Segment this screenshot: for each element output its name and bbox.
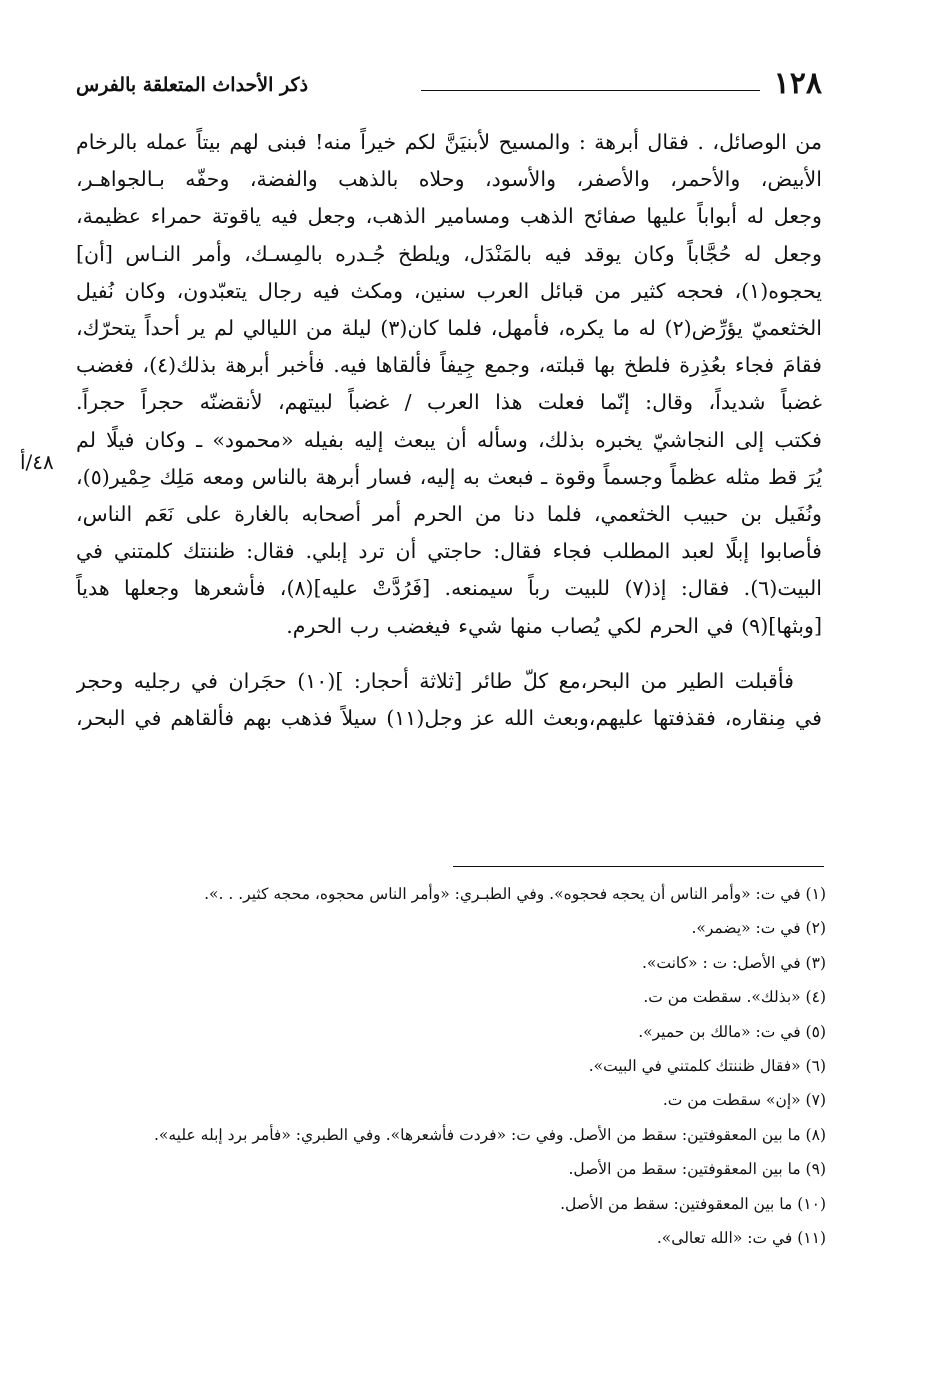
text-line: البيت(٦). فقال: إذ(٧) للبيت رباً سيمنعه. [فَرُدَّتْ عليه](٨)، فأشعرها وجعلها هدياً bbox=[76, 576, 822, 601]
page-number: ١٢٨ bbox=[773, 66, 822, 101]
header-rule bbox=[421, 90, 760, 91]
footnote: (٦) «فقال ظننتك كلمتني في البيت». bbox=[588, 1057, 826, 1076]
text-line: فأصابوا إبلًا لعبد المطلب فجاء فقال: حاجتي أن ترد إبلي. فقال: ظننتك كلمتني في bbox=[76, 539, 822, 564]
text-line: وجعل له حُجَّاباً وكان يوقد فيه بالمَنْدَل، ويلطخ جُـدره بالمِسـك، وأمر النـاس [أن] bbox=[76, 241, 822, 266]
footnote: (٨) ما بين المعقوفتين: سقط من الأصل. وفي ت: «فردت فأشعرها». وفي الطبري: «فأمر برد إبله عليه». bbox=[153, 1125, 826, 1144]
text-line: في مِنقاره، فقذفتها عليهم،وبعث الله عز وجل(١١) سيلاً فذهب بهم فألقاهم في البحر، bbox=[76, 706, 822, 731]
text-line: الخثعميّ يؤرِّض(٢) له ما يكره، فأمهل، فلما كان(٣) ليلة من الليالي لم ير أحداً يتحرّك، bbox=[76, 316, 822, 341]
main-text bbox=[76, 124, 822, 737]
footnote: (١٠) ما بين المعقوفتين: سقط من الأصل. bbox=[560, 1194, 826, 1213]
footnote: (٩) ما بين المعقوفتين: سقط من الأصل. bbox=[568, 1160, 826, 1179]
text-line: غضباً شديداً، وقال: إنّما فعلت هذا العرب / غضباً لبيتهم، لأنقضنّه حجراً حجراً. bbox=[76, 390, 822, 415]
footnotes bbox=[76, 877, 826, 1255]
paragraph-gap bbox=[76, 645, 822, 663]
footnote: (٥) في ت: «مالك بن حمير». bbox=[638, 1022, 826, 1041]
footnote: (١١) في ت: «الله تعالى». bbox=[656, 1229, 826, 1248]
text-line: فقامَ فجاء بعُذِرة فلطخ بها قبلته، وجمع جِيفاً فألقاها فيه. فأخبر أبرهة بذلك(٤)، فغضب bbox=[76, 353, 822, 378]
text-line: [وبثها](٩) في الحرم لكي يُصاب منها شيء فيغضب رب الحرم. bbox=[286, 613, 822, 638]
text-line: وجعل له أبواباً عليها صفائح الذهب ومسامير الذهب، وجعل فيه ياقوتة حمراء عظيمة، bbox=[76, 204, 822, 229]
running-title: ذكر الأحداث المتعلقة بالفرس bbox=[76, 74, 309, 96]
text-line: فكتب إلى النجاشيّ يخبره بذلك، وسأله أن يبعث إليه بفيله «محمود» ـ وكان فيلًا لم bbox=[76, 427, 822, 452]
text-line: ونُفَيل بن حبيب الخثعمي، فلما دنا من الحرم أمر أصحابه بالغارة على نَعَم الناس، bbox=[76, 502, 822, 527]
manuscript-folio-note: ٤٨/أ bbox=[20, 450, 54, 474]
text-line: من الوصائل، . فقال أبرهة : والمسيح لأبنيَنَّ لكم خيراً منه! فبنى لهم بيتاً عمله بالرخام bbox=[76, 130, 822, 154]
footnote: (٣) في الأصل: ت : «كانت». bbox=[641, 953, 826, 972]
footnote: (٢) في ت: «يضمر». bbox=[691, 919, 826, 938]
text-line: الأبيض، والأحمر، والأصفر، والأسود، وحلاه بالذهب والفضة، وحفّه بـالجواهـر، bbox=[76, 167, 822, 192]
footnote: (١) في ت: «وأمر الناس أن يحجه فحجوه». وفي الطبـري: «وأمر الناس محجوه، محجه كثير. . .». bbox=[204, 885, 826, 903]
footnote: (٤) «بذلك». سقطت من ت. bbox=[643, 988, 826, 1007]
text-line: يحجوه(١)، فحجه كثير من قبائل العرب سنين، ومكث فيه رجال يتعبّدون، وكان نُفيل bbox=[76, 278, 822, 303]
text-line: يُرَ قط مثله عظماً وجسماً وقوة ـ فبعث به إليه، فسار أبرهة بالناس ومعه مَلِك حِمْير(٥)، bbox=[76, 464, 822, 489]
page-header bbox=[76, 66, 822, 106]
footnote: (٧) «إن» سقطت من ت. bbox=[662, 1091, 826, 1110]
text-line: فأقبلت الطير من البحر،مع كلّ طائر [ثلاثة أحجار: ](١٠) حجَران في رجليه وحجر bbox=[76, 668, 794, 693]
footnote-separator bbox=[453, 866, 824, 867]
